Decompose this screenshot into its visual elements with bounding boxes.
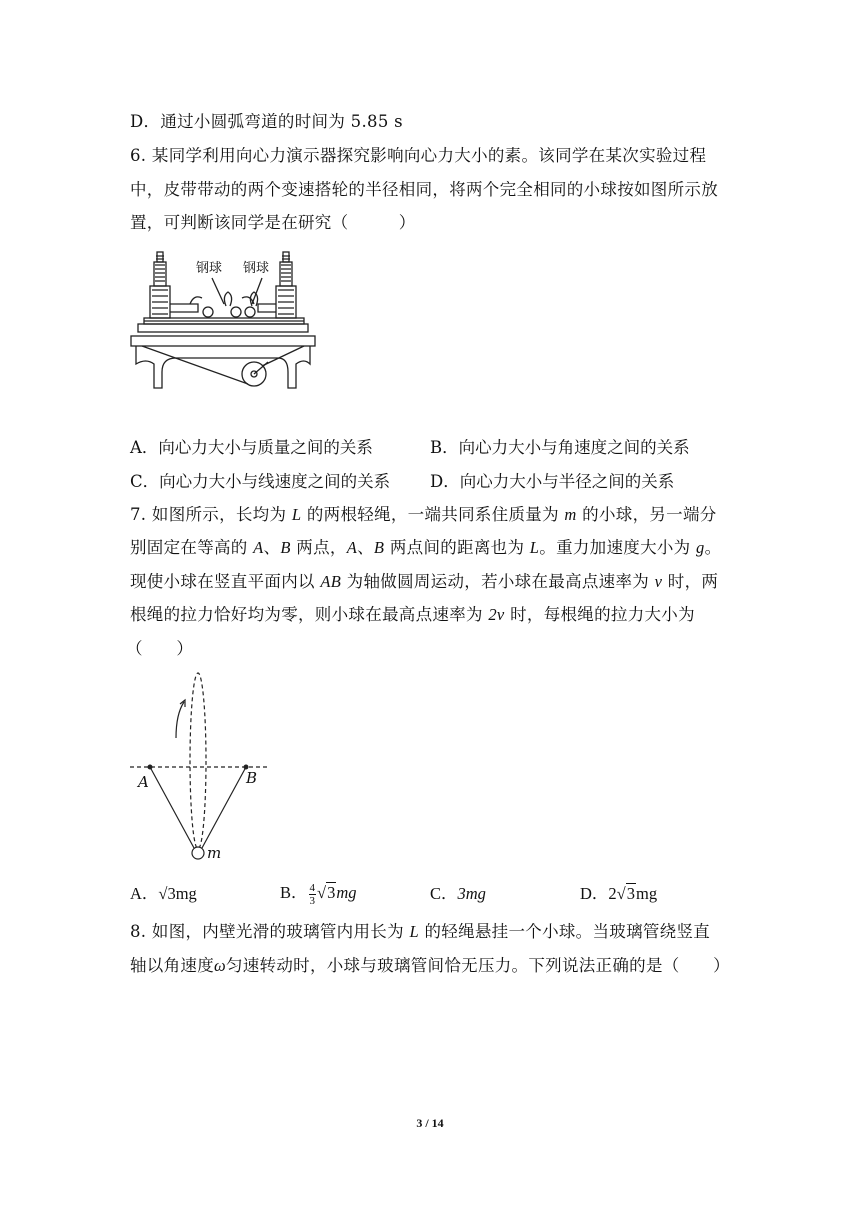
q6-stem-line2: 中，皮带带动的两个变速搭轮的半径相同，将两个完全相同的小球按如图所示放 bbox=[130, 180, 718, 199]
q6-option-d: D．向心力大小与半径之间的关系 bbox=[430, 472, 675, 491]
q7-stem-line4: 根绳的拉力恰好均为零，则小球在最高点速率为 2v 时，每根绳的拉力大小为 bbox=[130, 605, 695, 624]
q7-stem-line1: 7. 如图所示，长均为 L 的两根轻绳，一端共同系住质量为 m 的小球，另一端分 bbox=[130, 505, 717, 524]
q7-option-c: C．3mg bbox=[430, 884, 486, 903]
q6-option-c: C．向心力大小与线速度之间的关系 bbox=[130, 472, 391, 491]
q5-option-d: D．通过小圆弧弯道的时间为 5.85 s bbox=[130, 112, 403, 131]
q8-stem-line2: 轴以角速度ω匀速转动时，小球与玻璃管间恰无压力。下列说法正确的是（ ） bbox=[130, 956, 730, 975]
q6-ball-label-right: 钢球 bbox=[243, 261, 270, 276]
q6-option-b: B．向心力大小与角速度之间的关系 bbox=[430, 438, 690, 457]
q6-demonstrator-figure bbox=[128, 246, 318, 392]
q6-stem-line3: 置，可判断该同学是在研究（ ） bbox=[130, 213, 416, 232]
q7-option-b: B． $\frac{4}{3}$ √3mg bbox=[280, 881, 357, 907]
q7-stem-line3: 现使小球在竖直平面内以 AB 为轴做圆周运动，若小球在最高点速率为 v 时，两 bbox=[130, 572, 719, 591]
q7-option-a: A．√3mg bbox=[130, 884, 197, 903]
q7-answer-brackets: （ ） bbox=[126, 639, 194, 658]
q6-ball-label-left: 钢球 bbox=[196, 261, 223, 276]
q7-option-d: D．2√3mg bbox=[580, 884, 658, 903]
q6-option-a: A．向心力大小与质量之间的关系 bbox=[130, 438, 373, 457]
q7-stem-line2: 别固定在等高的 A、B 两点，A、B 两点间的距离也为 L。重力加速度大小为 g。 bbox=[130, 538, 722, 557]
q7-label-a: A bbox=[138, 773, 149, 791]
q7-label-m: m bbox=[207, 844, 222, 862]
q8-stem-line1: 8. 如图，内壁光滑的玻璃管内用长为 L 的轻绳悬挂一个小球。当玻璃管绕竖直 bbox=[130, 922, 711, 941]
page-number: 3 / 14 bbox=[416, 1116, 444, 1130]
q6-stem-line1: 6. 某同学利用向心力演示器探究影响向心力大小的素。该同学在某次实验过程 bbox=[130, 146, 707, 165]
q7-label-b: B bbox=[246, 769, 258, 787]
